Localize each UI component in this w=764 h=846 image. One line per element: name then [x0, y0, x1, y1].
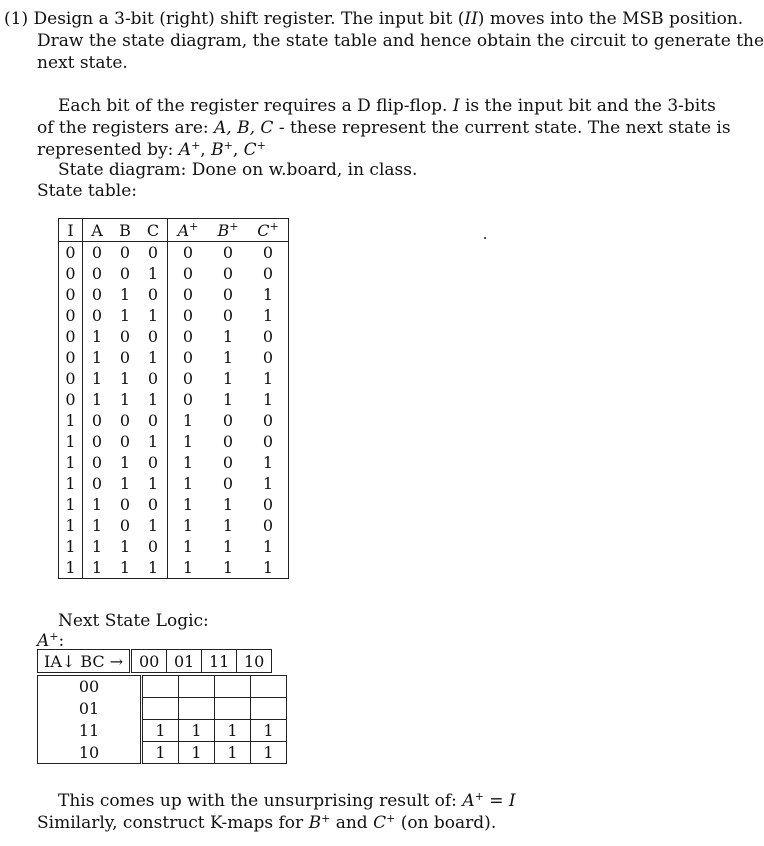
cell-b: 1 — [119, 537, 131, 556]
cell-c: 1 — [139, 389, 168, 410]
cell-i: 0 — [59, 326, 83, 347]
var: A — [37, 631, 50, 651]
cell-b-next: 1 — [222, 348, 234, 367]
vars-abc: A, B, C — [214, 118, 274, 138]
kmap-cell: 1 — [251, 742, 287, 764]
cell-a: 1 — [91, 537, 103, 556]
state-table-row — [59, 326, 289, 347]
cell-c-next: 0 — [262, 264, 274, 283]
cell-a: 1 — [91, 348, 103, 367]
para-line-2 — [37, 117, 731, 139]
var: B — [211, 140, 224, 160]
cell-c-next: 1 — [262, 306, 274, 325]
cell-b: 1 — [119, 306, 131, 325]
state-table-row — [59, 494, 289, 515]
kmap-body — [37, 675, 287, 764]
result-line-2 — [37, 812, 496, 834]
kmap-cell — [215, 698, 251, 720]
cell-b: 0 — [119, 264, 131, 283]
cell-a: 1 — [91, 369, 103, 388]
kmap-cell: 1 — [215, 742, 251, 764]
cell-b-next: 1 — [222, 558, 234, 577]
kmap-cell — [142, 676, 179, 698]
cell-c: 0 — [139, 242, 168, 264]
cell-b: 0 — [119, 495, 131, 514]
cell-b: 1 — [119, 390, 131, 409]
problem-line-2: Draw the state diagram, the state table and hence obtain the circuit to generate the — [37, 31, 764, 51]
cell-b-next: 0 — [222, 264, 234, 283]
cell-a-next: 1 — [182, 453, 194, 472]
cell-b-next: 0 — [222, 306, 234, 325]
cell-a: 1 — [91, 516, 103, 535]
cell-c: 0 — [139, 368, 168, 389]
cell-b-next: 1 — [222, 390, 234, 409]
cell-c: 1 — [139, 473, 168, 494]
cell-a: 0 — [91, 432, 103, 451]
header-a-next: A+ — [168, 219, 209, 242]
text: and — [335, 813, 368, 833]
kmap-col-11: 11 — [202, 650, 237, 673]
cell-a-next: 0 — [182, 327, 194, 346]
cell-a: 0 — [91, 474, 103, 493]
cell-b: 0 — [119, 327, 131, 346]
problem-line-1 — [4, 8, 743, 30]
plus: + — [49, 630, 59, 643]
state-table-row — [59, 242, 289, 264]
cell-c: 0 — [139, 536, 168, 557]
state-table-row — [59, 515, 289, 536]
kmap-row — [38, 698, 287, 720]
cell-c-next: 1 — [262, 390, 274, 409]
kmap-col-00: 00 — [131, 650, 167, 673]
cell-c: 1 — [139, 347, 168, 368]
kmap-cell: 1 — [179, 720, 215, 742]
header-i: I — [59, 219, 83, 242]
text: of the registers are: — [37, 118, 209, 138]
plus: + — [321, 812, 331, 825]
cell-a-next: 0 — [182, 264, 194, 283]
cell-b-next: 0 — [222, 411, 234, 430]
cell-i: 0 — [59, 347, 83, 368]
cell-i: 1 — [59, 557, 83, 579]
state-table-row — [59, 410, 289, 431]
kmap-cell: 1 — [142, 742, 179, 764]
cell-c: 0 — [139, 326, 168, 347]
cell-i: 1 — [59, 536, 83, 557]
equals: = — [483, 791, 509, 811]
cell-b-next: 1 — [222, 537, 234, 556]
cell-a: 0 — [91, 243, 103, 262]
kmap-row — [38, 742, 287, 764]
kmap-cell: 1 — [251, 720, 287, 742]
cell-b: 1 — [119, 558, 131, 577]
header-a: A — [83, 219, 112, 242]
cell-c-next: 0 — [262, 495, 274, 514]
cell-i: 0 — [59, 389, 83, 410]
comma: , — [232, 140, 239, 160]
state-table-row — [59, 347, 289, 368]
problem-text: ) moves into the MSB position. — [477, 9, 744, 29]
cell-b: 0 — [119, 348, 131, 367]
var-i: I — [452, 96, 460, 116]
kmap-row — [38, 676, 287, 698]
state-table-row — [59, 284, 289, 305]
state-table-row — [59, 263, 289, 284]
text: Similarly, construct K-maps for — [37, 813, 304, 833]
header-b: B — [111, 219, 139, 242]
cell-a: 1 — [91, 327, 103, 346]
kmap-col-01: 01 — [167, 650, 202, 673]
cell-c: 0 — [139, 494, 168, 515]
text: - these represent the current state. The next state is — [278, 118, 731, 138]
var: C — [373, 813, 387, 833]
cell-b-next: 0 — [222, 432, 234, 451]
cell-a-next: 1 — [182, 474, 194, 493]
cell-a-next: 0 — [182, 369, 194, 388]
state-table-row — [59, 473, 289, 494]
kmap-cell: 1 — [179, 742, 215, 764]
cell-a-next: 0 — [182, 390, 194, 409]
cell-a: 1 — [91, 390, 103, 409]
kmap-cell — [251, 676, 287, 698]
cell-c: 0 — [139, 284, 168, 305]
state-table — [58, 218, 289, 579]
cell-a-next: 1 — [182, 432, 194, 451]
var: B — [308, 813, 322, 833]
cell-b-next: 0 — [222, 474, 234, 493]
para-line-1 — [58, 95, 716, 117]
cell-a: 1 — [91, 495, 103, 514]
cell-b: 0 — [119, 432, 131, 451]
cell-a-next: 1 — [182, 558, 194, 577]
cell-a: 1 — [91, 558, 103, 577]
colon: : — [58, 631, 65, 651]
input-var: II — [464, 9, 478, 29]
header-c-next: C+ — [248, 219, 289, 242]
state-table-row — [59, 389, 289, 410]
plus: + — [256, 139, 266, 152]
state-table-row — [59, 431, 289, 452]
cell-a-next: 1 — [182, 411, 194, 430]
cell-c-next: 1 — [262, 453, 274, 472]
state-table-row — [59, 557, 289, 579]
state-table-label: State table: — [37, 181, 137, 201]
cell-b-next: 0 — [222, 453, 234, 472]
cell-c: 0 — [139, 452, 168, 473]
cell-a: 0 — [91, 453, 103, 472]
cell-i: 1 — [59, 515, 83, 536]
cell-c: 0 — [139, 410, 168, 431]
cell-b: 1 — [119, 474, 131, 493]
kmap-cell — [179, 676, 215, 698]
var: I — [508, 791, 516, 811]
cell-a-next: 0 — [182, 306, 194, 325]
cell-c-next: 0 — [262, 327, 274, 346]
cell-c-next: 1 — [262, 369, 274, 388]
cell-b: 0 — [119, 516, 131, 535]
cell-b: 1 — [119, 369, 131, 388]
text: (on board). — [400, 813, 497, 833]
kmap-row-label: 10 — [38, 742, 142, 764]
kmap-row-label: 01 — [38, 698, 142, 720]
kmap-col-10: 10 — [237, 650, 272, 673]
state-table-row — [59, 536, 289, 557]
header-b-next: B+ — [208, 219, 248, 242]
cell-a-next: 1 — [182, 516, 194, 535]
kmap-axis-label: IA↓ BC → — [38, 650, 131, 673]
cell-a: 0 — [91, 285, 103, 304]
cell-c-next: 0 — [262, 348, 274, 367]
kmap-cell: 1 — [215, 720, 251, 742]
cell-i: 0 — [59, 305, 83, 326]
problem-text: Design a 3-bit (right) shift register. The input bit ( — [33, 9, 465, 29]
cell-i: 0 — [59, 263, 83, 284]
cell-a: 0 — [91, 264, 103, 283]
state-table-row — [59, 368, 289, 389]
para-line-3 — [37, 139, 266, 161]
cell-i: 0 — [59, 242, 83, 264]
kmap-row — [38, 720, 287, 742]
cell-b-next: 0 — [222, 285, 234, 304]
cell-i: 1 — [59, 473, 83, 494]
cell-i: 1 — [59, 494, 83, 515]
kmap-cell — [251, 698, 287, 720]
text: represented by: — [37, 140, 174, 160]
cell-c-next: 0 — [262, 243, 274, 262]
cell-c-next: 1 — [262, 285, 274, 304]
state-table-row — [59, 305, 289, 326]
cell-b: 1 — [119, 285, 131, 304]
var: A — [462, 791, 475, 811]
comma: , — [200, 140, 206, 160]
cell-a: 0 — [91, 411, 103, 430]
cell-b-next: 1 — [222, 495, 234, 514]
cell-a-next: 0 — [182, 348, 194, 367]
kmap-cell: 1 — [142, 720, 179, 742]
cell-c-next: 0 — [262, 432, 274, 451]
cell-c-next: 1 — [262, 474, 274, 493]
kmap-header — [37, 649, 272, 673]
cell-b-next: 1 — [222, 327, 234, 346]
problem-line-3: next state. — [37, 53, 128, 73]
plus: + — [474, 790, 484, 803]
plus: + — [386, 812, 396, 825]
cell-b-next: 0 — [222, 243, 234, 262]
var: A — [178, 140, 192, 160]
cell-i: 1 — [59, 452, 83, 473]
cell-b-next: 1 — [222, 369, 234, 388]
kmap-cell — [215, 676, 251, 698]
cell-c-next: 0 — [262, 516, 274, 535]
kmap-cell — [179, 698, 215, 720]
cell-a-next: 1 — [182, 495, 194, 514]
next-state-title: Next State Logic: — [58, 611, 209, 631]
var: C — [243, 140, 257, 160]
cell-b: 0 — [119, 243, 131, 262]
state-table-row — [59, 452, 289, 473]
stray-dot — [484, 237, 486, 239]
cell-c: 1 — [139, 557, 168, 579]
cell-i: 0 — [59, 368, 83, 389]
cell-c: 1 — [139, 305, 168, 326]
cell-b: 0 — [119, 411, 131, 430]
cell-a-next: 0 — [182, 285, 194, 304]
cell-c: 1 — [139, 431, 168, 452]
text: This comes up with the unsurprising result of: — [58, 791, 457, 811]
state-table-header — [59, 219, 289, 242]
header-c: C — [139, 219, 168, 242]
kmap-row-label: 11 — [38, 720, 142, 742]
cell-i: 0 — [59, 284, 83, 305]
cell-a: 0 — [91, 306, 103, 325]
problem-number: (1) — [4, 9, 29, 29]
cell-a-next: 1 — [182, 537, 194, 556]
cell-b-next: 1 — [222, 516, 234, 535]
text: is the input bit and the 3-bits — [464, 96, 716, 116]
cell-i: 1 — [59, 431, 83, 452]
kmap-cell — [142, 698, 179, 720]
plus: + — [223, 139, 233, 152]
cell-c-next: 1 — [262, 537, 274, 556]
cell-c: 1 — [139, 515, 168, 536]
cell-c-next: 0 — [262, 411, 274, 430]
cell-c: 1 — [139, 263, 168, 284]
plus: + — [191, 139, 201, 152]
cell-i: 1 — [59, 410, 83, 431]
state-diagram-note: State diagram: Done on w.board, in class. — [58, 160, 418, 180]
result-line-1 — [58, 790, 516, 812]
text: Each bit of the register requires a D flip-flop. — [58, 96, 448, 116]
cell-a-next: 0 — [182, 243, 194, 262]
kmap-row-label: 00 — [38, 676, 142, 698]
cell-b: 1 — [119, 453, 131, 472]
cell-c-next: 1 — [262, 558, 274, 577]
